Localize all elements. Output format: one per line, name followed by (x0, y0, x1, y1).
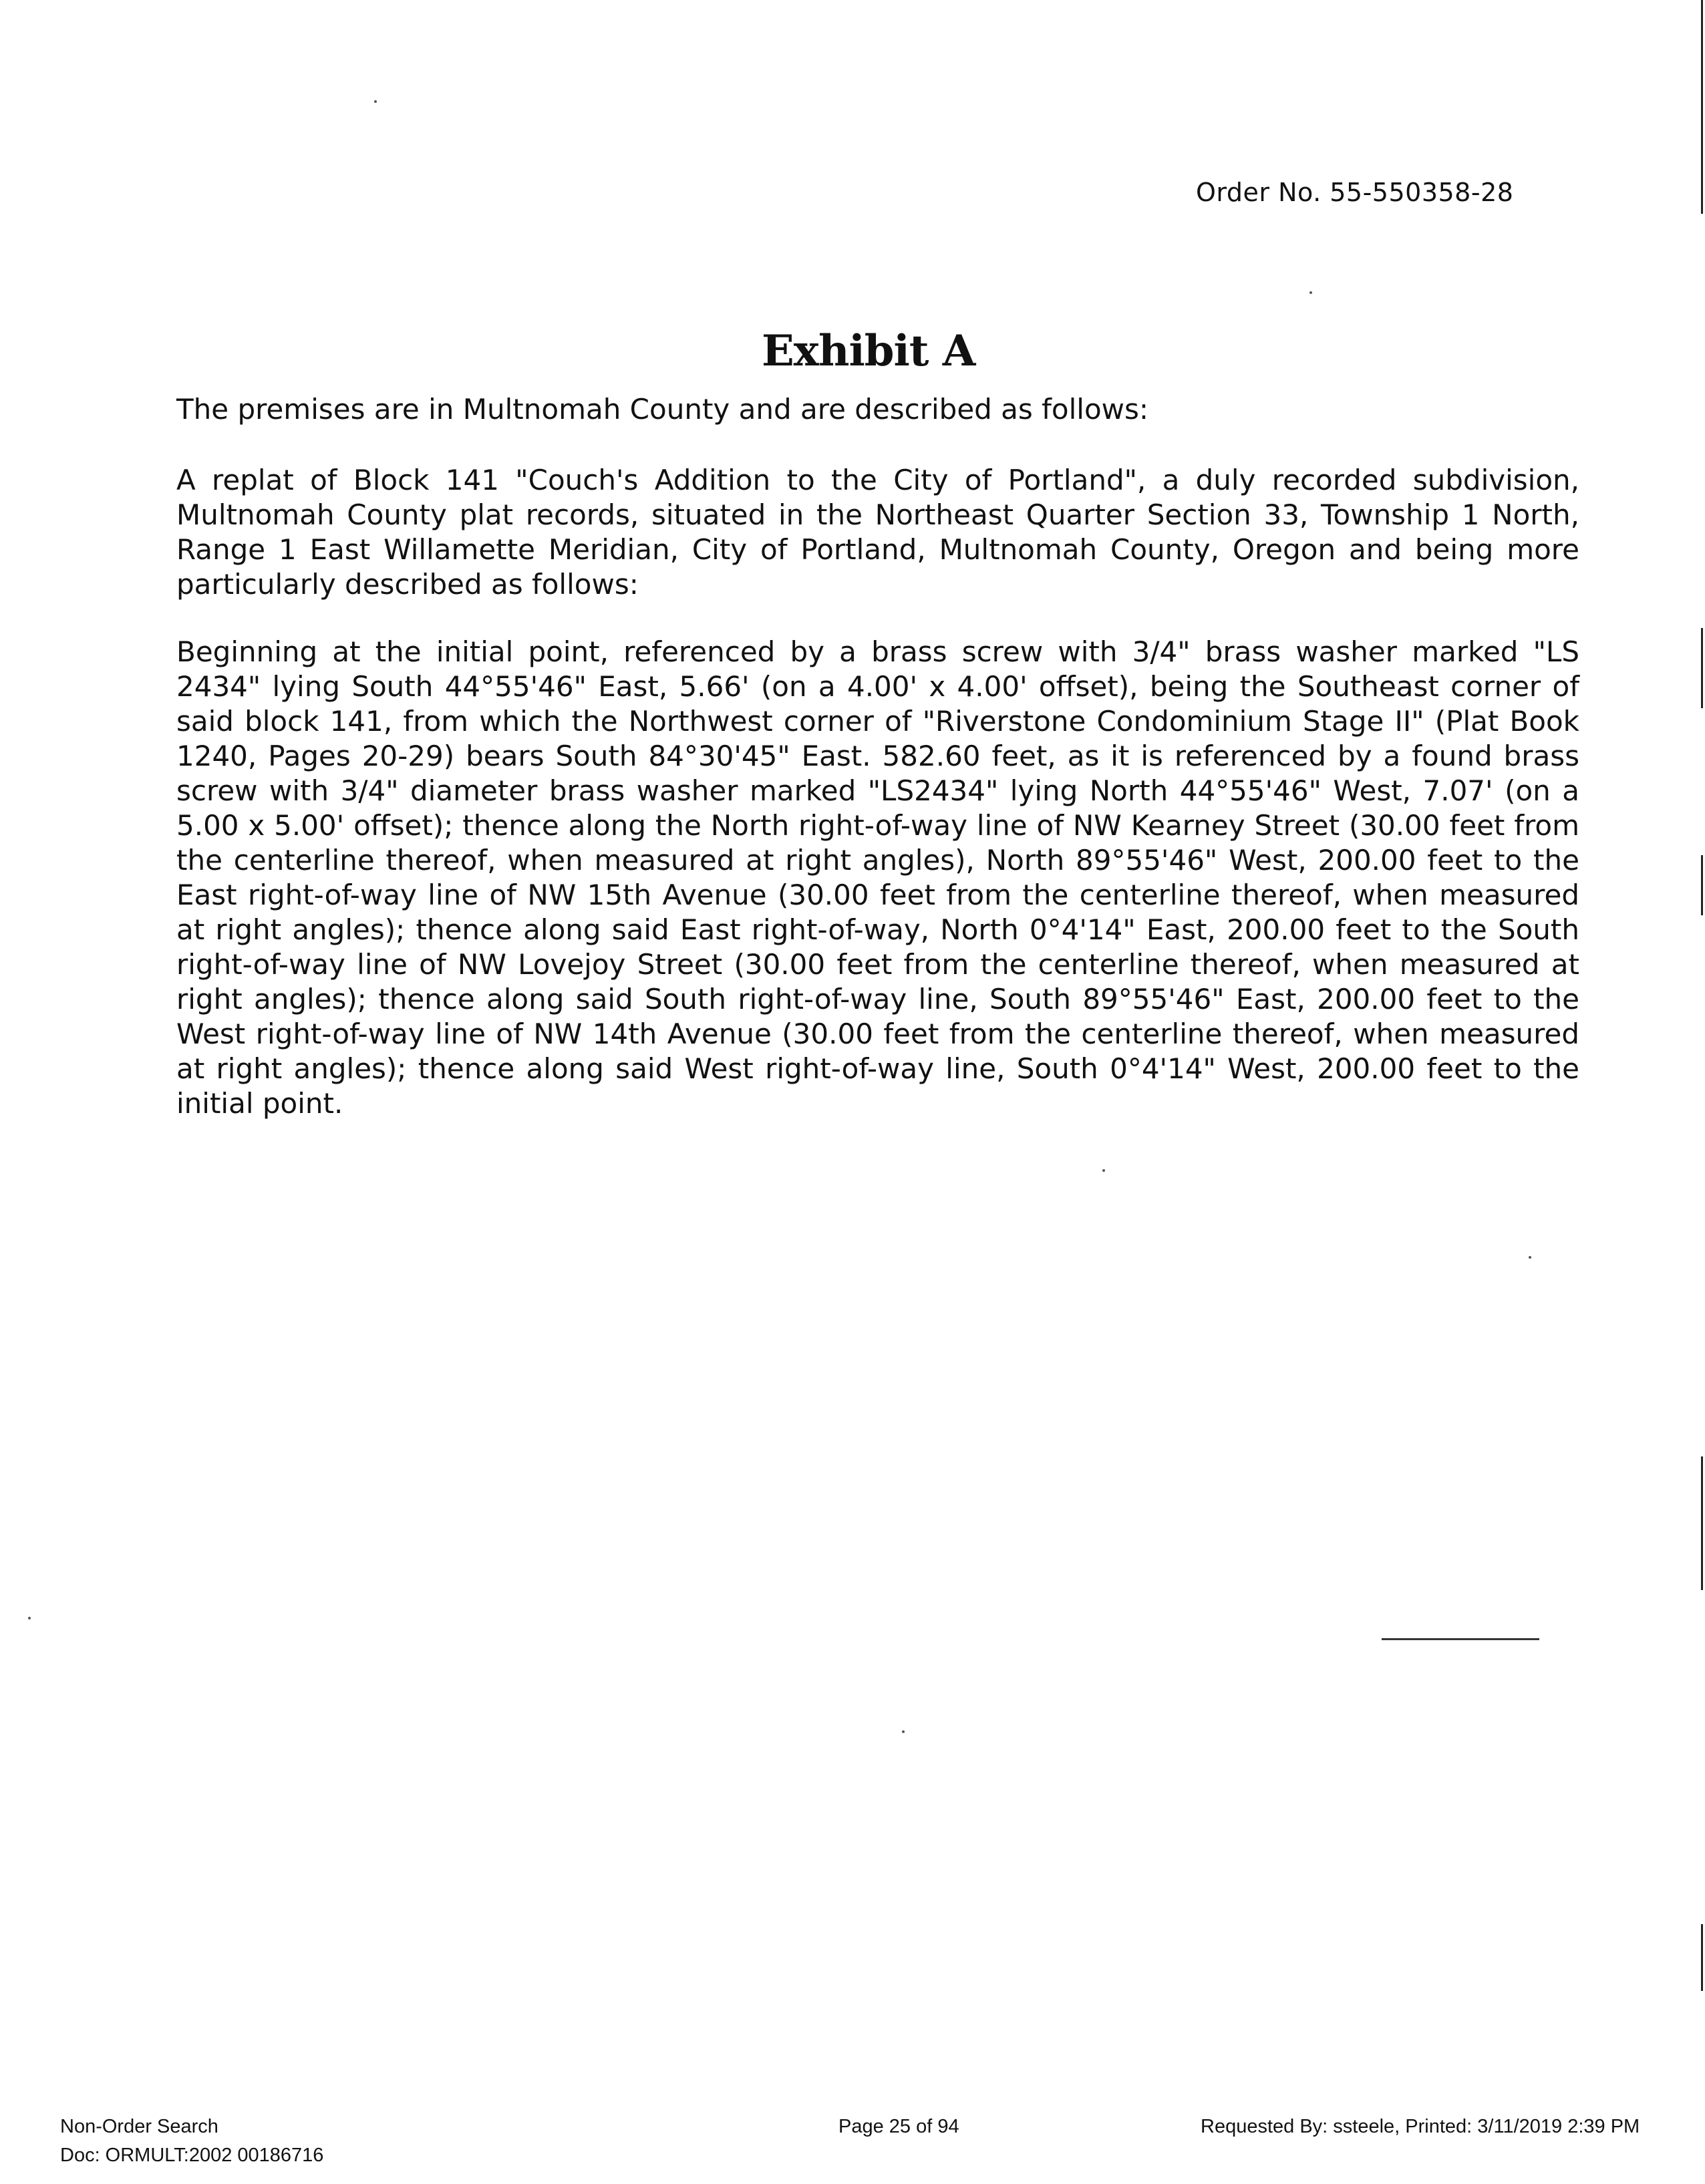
scan-artifact-line (1382, 1638, 1539, 1640)
footer-search-type: Non-Order Search (60, 2116, 218, 2137)
order-number: Order No. 55-550358-28 (1196, 178, 1514, 207)
scan-speck (28, 1617, 31, 1619)
scan-edge-mark (1701, 628, 1703, 708)
scan-speck (1102, 1169, 1105, 1172)
legal-description-paragraph: A replat of Block 141 "Couch's Addition to the City of Portland", a duly recorded subdivision, Multnomah County plat records, situated in the Northeast Quarter Section 33, Township 1 North, Range 1 East Willamette Meridian, City of Portland, Multnomah County, Oregon and being more particularly described as follows: (176, 464, 1579, 601)
scan-edge-mark (1701, 1924, 1703, 1991)
footer-page-number: Page 25 of 94 (838, 2116, 959, 2137)
scan-edge-mark (1701, 1456, 1703, 1590)
exhibit-title: Exhibit A (762, 326, 975, 376)
scan-speck (374, 100, 377, 103)
intro-statement: The premises are in Multnomah County and are described as follows: (176, 393, 1149, 426)
scan-edge-mark (1701, 0, 1703, 214)
scan-speck (902, 1730, 905, 1733)
metes-and-bounds-paragraph: Beginning at the initial point, referenced by a brass screw with 3/4" brass washer marked "LS 2434" lying South 44°55'46" East, 5.66' (on a 4.00' x 4.00' offset), being the Southeast corner of said block 141, from which the Northwest corner of "Riverstone Condominium Stage II" (Plat Book 1240, Pages 20-29) bears South 84°30'45" East. 582.60 feet, as it is referenced by a found brass screw with 3/4" diameter brass washer marked "LS2434" lying North 44°55'46" West, 7.07' (on a 5.00 x 5.00' offset); thence along the North right-of-way line of NW Kearney Street (30.00 feet from the centerline thereof, when measured at right angles), North 89°55'46" West, 200.00 feet to the East right-of-way line of NW 15th Avenue (30.00 feet from the centerline thereof, when measured at right angles); thence along said East right-of-way, North 0°4'14" East, 200.00 feet to the South right-of-way line of NW Lovejoy Street (30.00 feet from the centerline thereof, when measured at right angles); thence along said South right-of-way line, South 89°55'46" East, 200.00 feet to the West right-of-way line of NW 14th Avenue (30.00 feet from the centerline thereof, when measured at right angles); thence along said West right-of-way line, South 0°4'14" West, 200.00 feet to the initial point. (176, 635, 1579, 1120)
scan-speck (1529, 1256, 1531, 1259)
scan-edge-mark (1701, 855, 1703, 915)
footer-doc-reference: Doc: ORMULT:2002 00186716 (60, 2145, 324, 2166)
scan-speck (1309, 291, 1312, 294)
footer-requested-by: Requested By: ssteele, Printed: 3/11/2019 2:39 PM (1201, 2116, 1640, 2137)
